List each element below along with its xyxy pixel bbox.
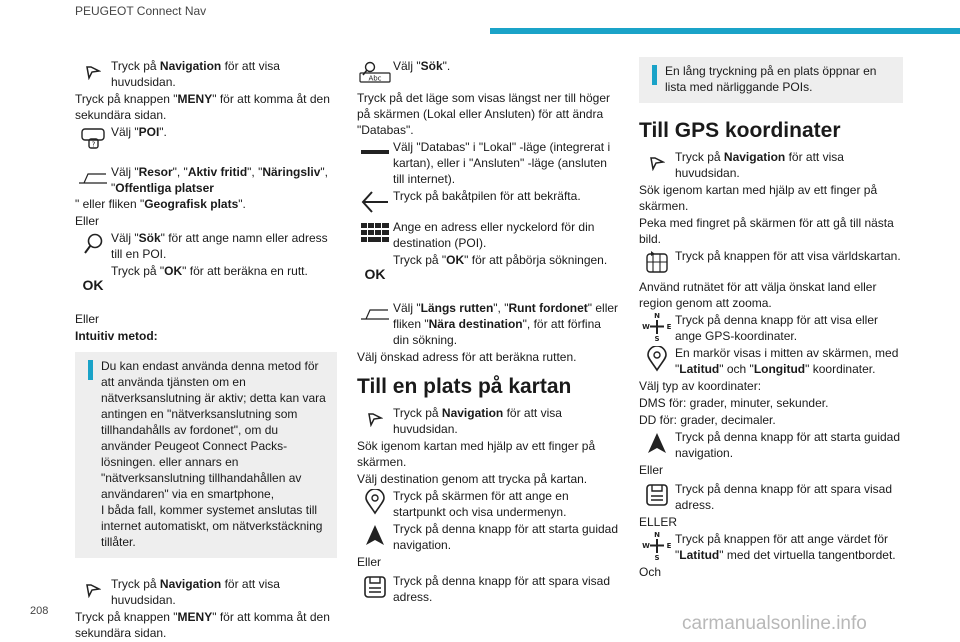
save-icon (639, 479, 675, 511)
world-map-icon (639, 246, 675, 278)
navigation-arrow-icon (639, 147, 675, 179)
step-address: Ange en adress eller nyckelord för din destination (POI). (357, 219, 619, 251)
step-refine: Välj "Längs rutten", "Runt fordonet" eller fliken "Nära destination", för att förfina din sökning. (357, 300, 619, 348)
column-2: Abc Välj "Sök". Tryck på det läge som visas längst ner till höger på skärmen (Lokal eller Ansluten) för att ändra "Databas". Välj "Databas" i "Lokal" -läge (integrerat i kartan), eller i "Ansluten" -läge (ansluten till internet). Tryck på bakåtpilen för att bekräfta. Ange en adress eller nyckelord för din destination (POI). OK Tryck på "OK" för att påbörja sökningen. Välj "Längs rutten", "Runt fordonet" eller fliken "Nära destination", för att förfina din sökning. Välj önskad adress för att beräkna rutten. Till en plats på kartan Tryck på Navigation för att visa huvudsidan. Sök igenom kartan med hjälp av ett finger på skärmen. Välj destination genom att trycka på kartan. Tryck på skärmen för att ange en startpunkt och visa undermenyn. Tryck på denna knapp för att starta guidad navigation. Eller Tryck på denna knapp för att spara visad adress. (357, 58, 619, 606)
mode-bar-icon (357, 137, 393, 169)
step-back: Tryck på bakåtpilen för att bekräfta. (357, 188, 619, 218)
step-ok: OK Tryck på "OK" för att beräkna en rutt. (75, 263, 337, 301)
keyboard-grid-icon (357, 217, 393, 249)
column-1: Tryck på Navigation för att visa huvudsidan. Tryck på knappen "MENY" för att komma åt den sekundära sidan. ? Välj "POI". Välj "Resor", "Aktiv fritid", "Näringsliv", "Offentliga platser " eller fliken "Geografisk plats". Eller Välj "Sök" för att ange namn eller adress till en POI. OK Tryck på "OK" för att beräkna en rutt. Eller Intuitiv metod: Du kan endast använda denna metod för att använda tjänsten om en nätverksanslutning är aktiv; detta kan vara antingen en "nätverksanslutning som tillhandahålls av fordonet", om du använder Peugeot Connect Packs-lösningen. eller annars en "nätverksanslutning tillhandahållen av användaren" via en smartphone, I båda fall, kommer systemet anslutas till internet automatiskt, om nätverkstäckning tillåter. Tryck på Navigation för att visa huvudsidan. Tryck på knappen "MENY" för att komma åt den sekundära sidan. (75, 58, 337, 642)
header-accent-bar (490, 28, 960, 34)
step-search: Välj "Sök" för att ange namn eller adress till en POI. (75, 230, 337, 262)
step-gps-coords: N S W E Tryck på denna knapp för att visa eller ange GPS-koordinater. (639, 312, 903, 344)
poi-icon (75, 122, 111, 154)
ok-icon: OK (364, 266, 386, 282)
search-icon (75, 228, 111, 260)
info-note: En lång tryckning på en plats öppnar en lista med närliggande POIs. (639, 57, 903, 103)
tab-icon (357, 298, 393, 330)
svg-text:S: S (654, 335, 660, 342)
tab-icon (75, 162, 111, 194)
keyboard-search-icon (357, 56, 393, 88)
svg-text:E: E (666, 542, 672, 550)
intuitive-method-heading: Intuitiv metod: (75, 329, 158, 343)
step-start-guidance: Tryck på denna knapp för att starta guidad navigation. (639, 429, 903, 461)
save-icon (357, 571, 393, 603)
step-categories: Välj "Resor", "Aktiv fritid", "Näringsliv", "Offentliga platser (75, 164, 337, 196)
compass-icon (639, 310, 675, 342)
step-world-map: Tryck på knappen för att visa världskartan. (639, 248, 903, 278)
step-ok: OK Tryck på "OK" för att påbörja sökningen. (357, 252, 619, 290)
step-navigation-2: Tryck på Navigation för att visa huvudsidan. (75, 576, 337, 608)
step-menu: Tryck på knappen "MENY" för att komma åt den sekundära sidan. (75, 92, 330, 122)
step-startpoint: Tryck på skärmen för att ange en startpunkt och visa undermenyn. (357, 488, 619, 520)
column-3: En lång tryckning på en plats öppnar en lista med närliggande POIs. Till GPS koordinater Tryck på Navigation för att visa huvudsidan. Sök igenom kartan med hjälp av ett finger på skärmen. Peka med fingret på skärmen för att gå till nästa bild. Tryck på knappen för att visa världskartan. Använd rutnätet för att välja önskat land eller region genom att zooma. N S W E Tryck på denna knapp för att visa eller ange GPS-koordinater. En markör visas i mitten av skärmen, med "Latitud" och "Longitud" koordinater. Välj typ av koordinater: DMS för: grader, minuter, sekunder. DD för: grader, decimaler. Tryck på denna knapp för att starta guidad navigation. Eller Tryck på denna knapp för att spara visad adress. ELLER N S W E Tryck på knappen för att ange värdet för "Latitud" med det virtuella tangentbordet. Och (639, 58, 903, 581)
header-title: PEUGEOT Connect Nav (75, 4, 207, 18)
svg-text:N: N (654, 531, 660, 539)
step-save: Tryck på denna knapp för att spara visad adress. (357, 573, 619, 605)
svg-text:?: ? (91, 140, 96, 149)
section-heading-map: Till en plats på kartan (357, 375, 572, 398)
svg-text:S: S (654, 554, 660, 561)
location-pin-icon (357, 486, 393, 518)
compass-icon (639, 529, 675, 561)
info-note: Du kan endast använda denna metod för att använda tjänsten om en nätverksanslutning är aktiv; detta kan vara antingen en "nätverksanslutning som tillhandahålls av fordonet", om du använder Peugeot Connect Packs-lösningen. eller annars en "nätverksanslutning tillhandahållen av användaren" via en smartphone, I båda fall, kommer systemet anslutas till internet automatiskt, om nätverkstäckning tillåter. (75, 352, 337, 558)
watermark: carmanualsonline.info (682, 613, 867, 634)
step-marker: En markör visas i mitten av skärmen, med "Latitud" och "Longitud" koordinater. (639, 345, 903, 377)
info-icon (79, 358, 101, 550)
page-number: 208 (30, 605, 49, 617)
svg-text:W: W (642, 542, 650, 550)
navigation-arrow-icon (75, 574, 111, 606)
ok-icon: OK (82, 277, 104, 293)
step-latitude: N S W E Tryck på knappen för att ange värdet för "Latitud" med det virtuella tangentbordet. (639, 531, 903, 563)
step-navigation: Tryck på Navigation för att visa huvudsidan. (639, 149, 903, 181)
navigation-arrow-icon (75, 56, 111, 88)
back-arrow-icon (357, 186, 393, 218)
svg-text:N: N (654, 312, 660, 320)
location-pin-icon (639, 343, 675, 375)
step-search-keyboard: Abc Välj "Sök". (357, 58, 619, 88)
section-heading-gps: Till GPS koordinater (639, 119, 841, 142)
step-navigation: Tryck på Navigation för att visa huvudsidan. (357, 405, 619, 437)
navigation-arrow-icon (357, 403, 393, 435)
start-navigation-icon (357, 519, 393, 551)
start-navigation-icon (639, 427, 675, 459)
svg-text:W: W (642, 323, 650, 331)
step-save: Tryck på denna knapp för att spara visad adress. (639, 481, 903, 513)
step-navigation: Tryck på Navigation för att visa huvudsidan. (75, 58, 337, 90)
or-text: Eller (75, 214, 100, 228)
step-start-guidance: Tryck på denna knapp för att starta guidad navigation. (357, 521, 619, 553)
info-icon (643, 63, 665, 95)
step-database: Välj "Databas" i "Lokal" -läge (integrerat i kartan), eller i "Ansluten" -läge (ansluten till internet). (357, 139, 619, 187)
svg-text:Abc: Abc (368, 74, 382, 83)
svg-text:E: E (666, 323, 672, 331)
step-poi: ? Välj "POI". (75, 124, 337, 154)
